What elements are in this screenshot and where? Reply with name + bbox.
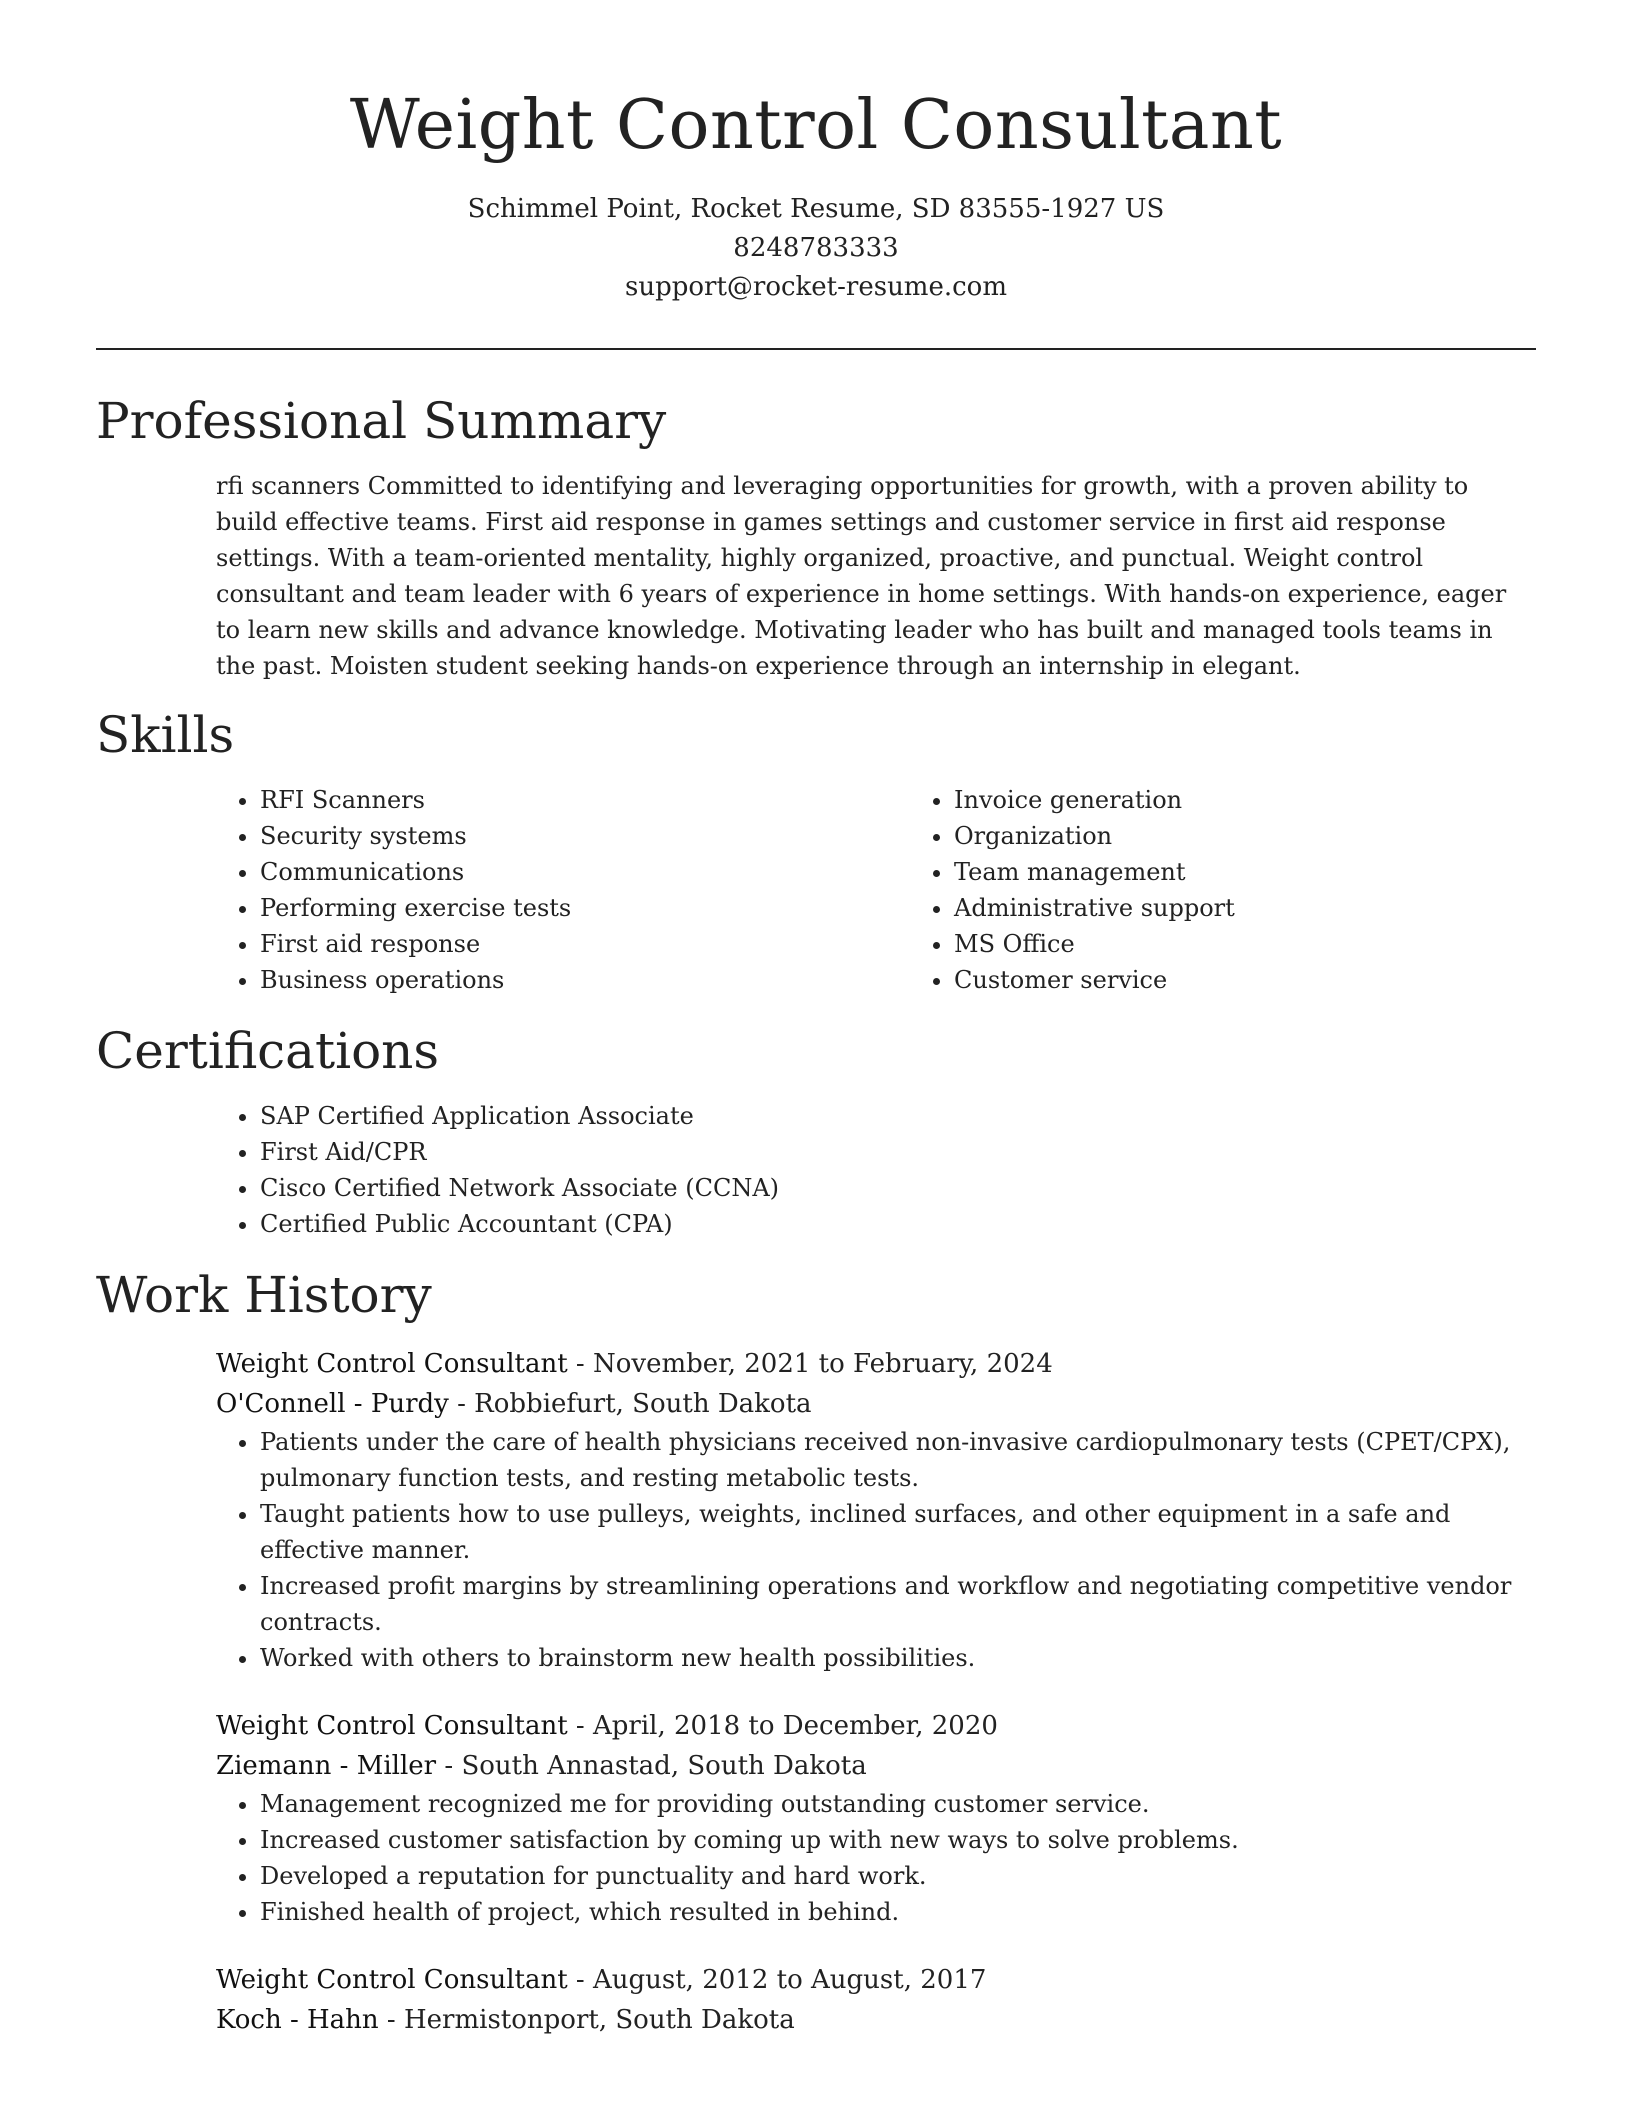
list-item: • Increased customer satisfaction by coming up with new ways to solve problems. [260,1822,1536,1858]
job-company: Koch - Hahn [216,2005,379,2035]
list-item: • Certified Public Accountant (CPA) [260,1206,1536,1242]
list-item: • Patients under the care of health physicians received non-invasive cardiopulmonary tests (CPET/CPX), pulmonary function tests, and resting metabolic tests. [260,1424,1536,1496]
contact-address: Schimmel Point, Rocket Resume, SD 83555-1927 US [467,194,1165,224]
list-item: • Management recognized me for providing outstanding customer service. [260,1786,1536,1822]
job-dates: August, 2012 to August, 2017 [592,1965,987,1995]
list-item: • Communications [260,854,910,890]
work-history-section [96,1264,1536,2040]
skills-list-left [216,782,910,998]
job-title-line: Weight Control Consultant - April, 2018 to December, 2020 [216,1711,998,1741]
list-item: • Organization [954,818,1604,854]
certifications-heading: Certifications [96,1022,440,1080]
list-item: • Security systems [260,818,910,854]
list-item: • Performing exercise tests [260,890,910,926]
certifications-list [216,1098,1536,1242]
list-item: • SAP Certified Application Associate [260,1098,1536,1134]
list-item: • Customer service [954,962,1604,998]
list-item: • Taught patients how to use pulleys, weights, inclined surfaces, and other equipment in a safe and effective manner. [260,1496,1536,1568]
list-item: • MS Office [954,926,1604,962]
job-company: Ziemann - Miller [216,1751,437,1781]
work-history-heading: Work History [96,1266,432,1324]
list-item: • Developed a reputation for punctuality and hard work. [260,1858,1536,1894]
list-item: • Business operations [260,962,910,998]
job-dates: November, 2021 to February, 2024 [592,1349,1053,1379]
list-item: • Finished health of project, which resulted in behind. [260,1894,1536,1930]
skills-heading: Skills [96,706,235,764]
job-location: Hermistonport, South Dakota [404,2005,795,2035]
job-location: South Annastad, South Dakota [461,1751,867,1781]
list-item: • First aid response [260,926,910,962]
job-location: Robbiefurt, South Dakota [474,1389,812,1419]
list-item: • Worked with others to brainstorm new health possibilities. [260,1640,1536,1676]
job-title-line: Weight Control Consultant - November, 2021 to February, 2024 [216,1349,1053,1379]
resume-header [0,0,1632,307]
list-item: • RFI Scanners [260,782,910,818]
list-item: • Cisco Certified Network Associate (CCNA) [260,1170,1536,1206]
certifications-section [96,1020,1536,1242]
job-title: Weight Control Consultant [216,1349,568,1379]
job-company: O'Connell - Purdy [216,1389,449,1419]
list-item: • Invoice generation [954,782,1604,818]
job-duties [216,1424,1536,1676]
header-divider [96,348,1536,350]
job-entry [216,1344,1536,1676]
contact-phone: 8248783333 [733,233,899,263]
job-entry [216,1960,1536,2040]
list-item: • Team management [954,854,1604,890]
summary-text: rfi scanners Committed to identifying and leveraging opportunities for growth, with a proven ability to build effective teams. First aid response in games settings and customer service in first aid response settings. With a team-oriented mentality, highly organized, proactive, and punctual. Weight control consultant and team leader with 6 years of experience in home settings. With hands-on experience, eager to learn new skills and advance knowledge. Motivating leader who has built and managed tools teams in the past. Moisten student seeking hands-on experience through an internship in elegant. [216,472,1507,680]
job-entry [216,1706,1536,1930]
summary-section [96,390,1536,684]
job-title: Weight Control Consultant [216,1965,568,1995]
job-company-line: Ziemann - Miller - South Annastad, South Dakota [216,1751,867,1781]
list-item: • Increased profit margins by streamlining operations and workflow and negotiating competitive vendor contracts. [260,1568,1536,1640]
list-item: • Administrative support [954,890,1604,926]
job-title-line: Weight Control Consultant - August, 2012 to August, 2017 [216,1965,987,1995]
job-title: Weight Control Consultant [216,1711,568,1741]
skills-section [96,704,1536,998]
contact-info [0,190,1632,307]
job-duties [216,1786,1536,1930]
candidate-name: Weight Control Consultant [349,86,1283,165]
contact-email: support@rocket-resume.com [624,272,1007,302]
job-company-line: Koch - Hahn - Hermistonport, South Dakota [216,2005,795,2035]
skills-list-right [910,782,1604,998]
summary-heading: Professional Summary [96,392,667,450]
job-company-line: O'Connell - Purdy - Robbiefurt, South Dakota [216,1389,812,1419]
job-dates: April, 2018 to December, 2020 [592,1711,998,1741]
list-item: • First Aid/CPR [260,1134,1536,1170]
